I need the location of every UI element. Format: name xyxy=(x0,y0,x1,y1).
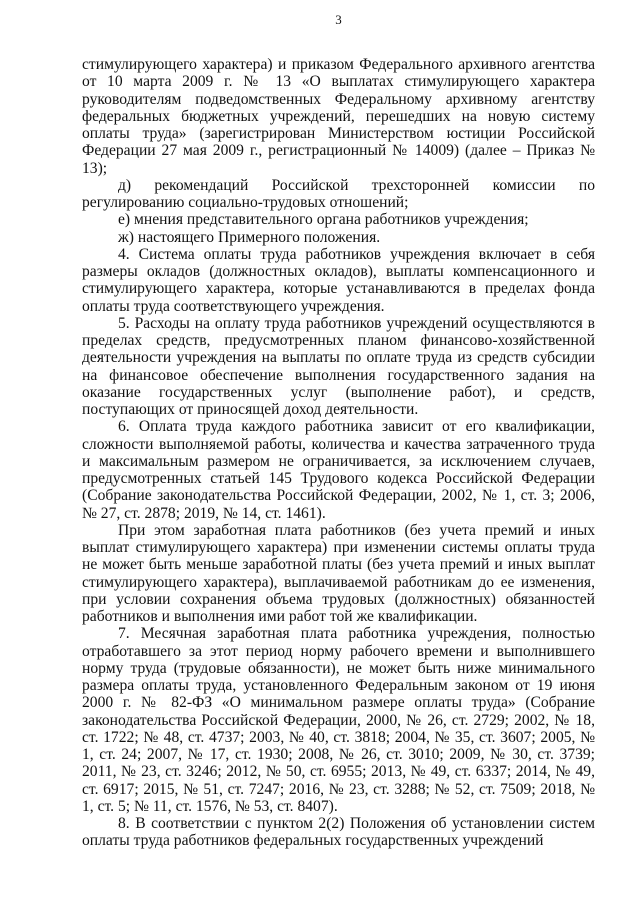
paragraph: 8. В соответствии с пунктом 2(2) Положения об установлении систем оплаты труда работников федеральных государственных учреждений xyxy=(82,815,595,850)
paragraph: При этом заработная плата работников (без учета премий и иных выплат стимулирующего характера) при изменении системы оплаты труда не может быть меньше заработной платы (без учета премий и иных выплат стимулирующего характера), выплачиваемой работникам до ее изменения, при условии сохранения объема трудовых (должностных) обязанностей работников и выполнения ими работ той же квалификации. xyxy=(82,521,595,625)
page-number: 3 xyxy=(335,12,342,27)
paragraph: 6. Оплата труда каждого работника зависит от его квалификации, сложности выполняемой работы, количества и качества затраченного труда и максимальным размером не ограничивается, за исключением случаев, предусмотренных статьей 145 Трудового кодекса Российской Федерации (Собрание законодательства Российской Федерации, 2002, № 1, ст. 3; 2006, № 27, ст. 2878; 2019, № 14, ст. 1461). xyxy=(82,418,595,522)
paragraph: ж) настоящего Примерного положения. xyxy=(118,228,381,246)
paragraph: е) мнения представительного органа работников учреждения; xyxy=(118,211,529,229)
paragraph: 5. Расходы на оплату труда работников учреждений осуществляются в пределах средств, предусмотренных планом финансово-хозяйственной деятельности учреждения на выплаты по оплате труда из средств субсидии на финансовое обеспечение выполнения государственного задания на оказание государственных услуг (выполнение работ), и средств, поступающих от приносящей доход деятельности. xyxy=(82,314,595,418)
paragraph: 7. Месячная заработная плата работника учреждения, полностью отработавшего за этот период норму рабочего времени и выполнившего норму труда (трудовые обязанности), не может быть ниже минимального размера оплаты труда, установленного Федеральным законом от 19 июня 2000 г. № 82-ФЗ «О минимальном размере оплаты труда» (Собрание законодательства Российской Федерации, 2000, № 26, ст. 2729; 2002, № 18, ст. 1722; № 48, ст. 4737; 2003, № 40, ст. 3818; 2004, № 35, ст. 3607; 2005, № 1, ст. 24; 2007, № 17, ст. 1930; 2008, № 26, ст. 3010; 2009, № 30, ст. 3739; 2011, № 23, ст. 3246; 2012, № 50, ст. 6955; 2013, № 49, ст. 6337; 2014, № 49, ст. 6917; 2015, № 51, ст. 7247; 2016, № 23, ст. 3288; № 52, ст. 7509; 2018, № 1, ст. 5; № 11, ст. 1576, № 53, ст. 8407). xyxy=(82,625,595,815)
paragraph: стимулирующего характера) и приказом Федерального архивного агентства от 10 марта 2009 г. № 13 «О выплатах стимулирующего характера руководителям подведомственных Федеральному архивному агентству федеральных бюджетных учреждений, перешедших на новую систему оплаты труда» (зарегистрирован Министерством юстиции Российской Федерации 27 мая 2009 г., регистрационный № 14009) (далее – Приказ № 13); xyxy=(82,56,595,177)
paragraph: д) рекомендаций Российской трехсторонней комиссии по регулированию социально-трудовых отношений; xyxy=(82,176,595,211)
document-body xyxy=(82,56,595,850)
paragraph: 4. Система оплаты труда работников учреждения включает в себя размеры окладов (должностных окладов), выплаты компенсационного и стимулирующего характера, которые устанавливаются в пределах фонда оплаты труда соответствующего учреждения. xyxy=(82,245,595,315)
